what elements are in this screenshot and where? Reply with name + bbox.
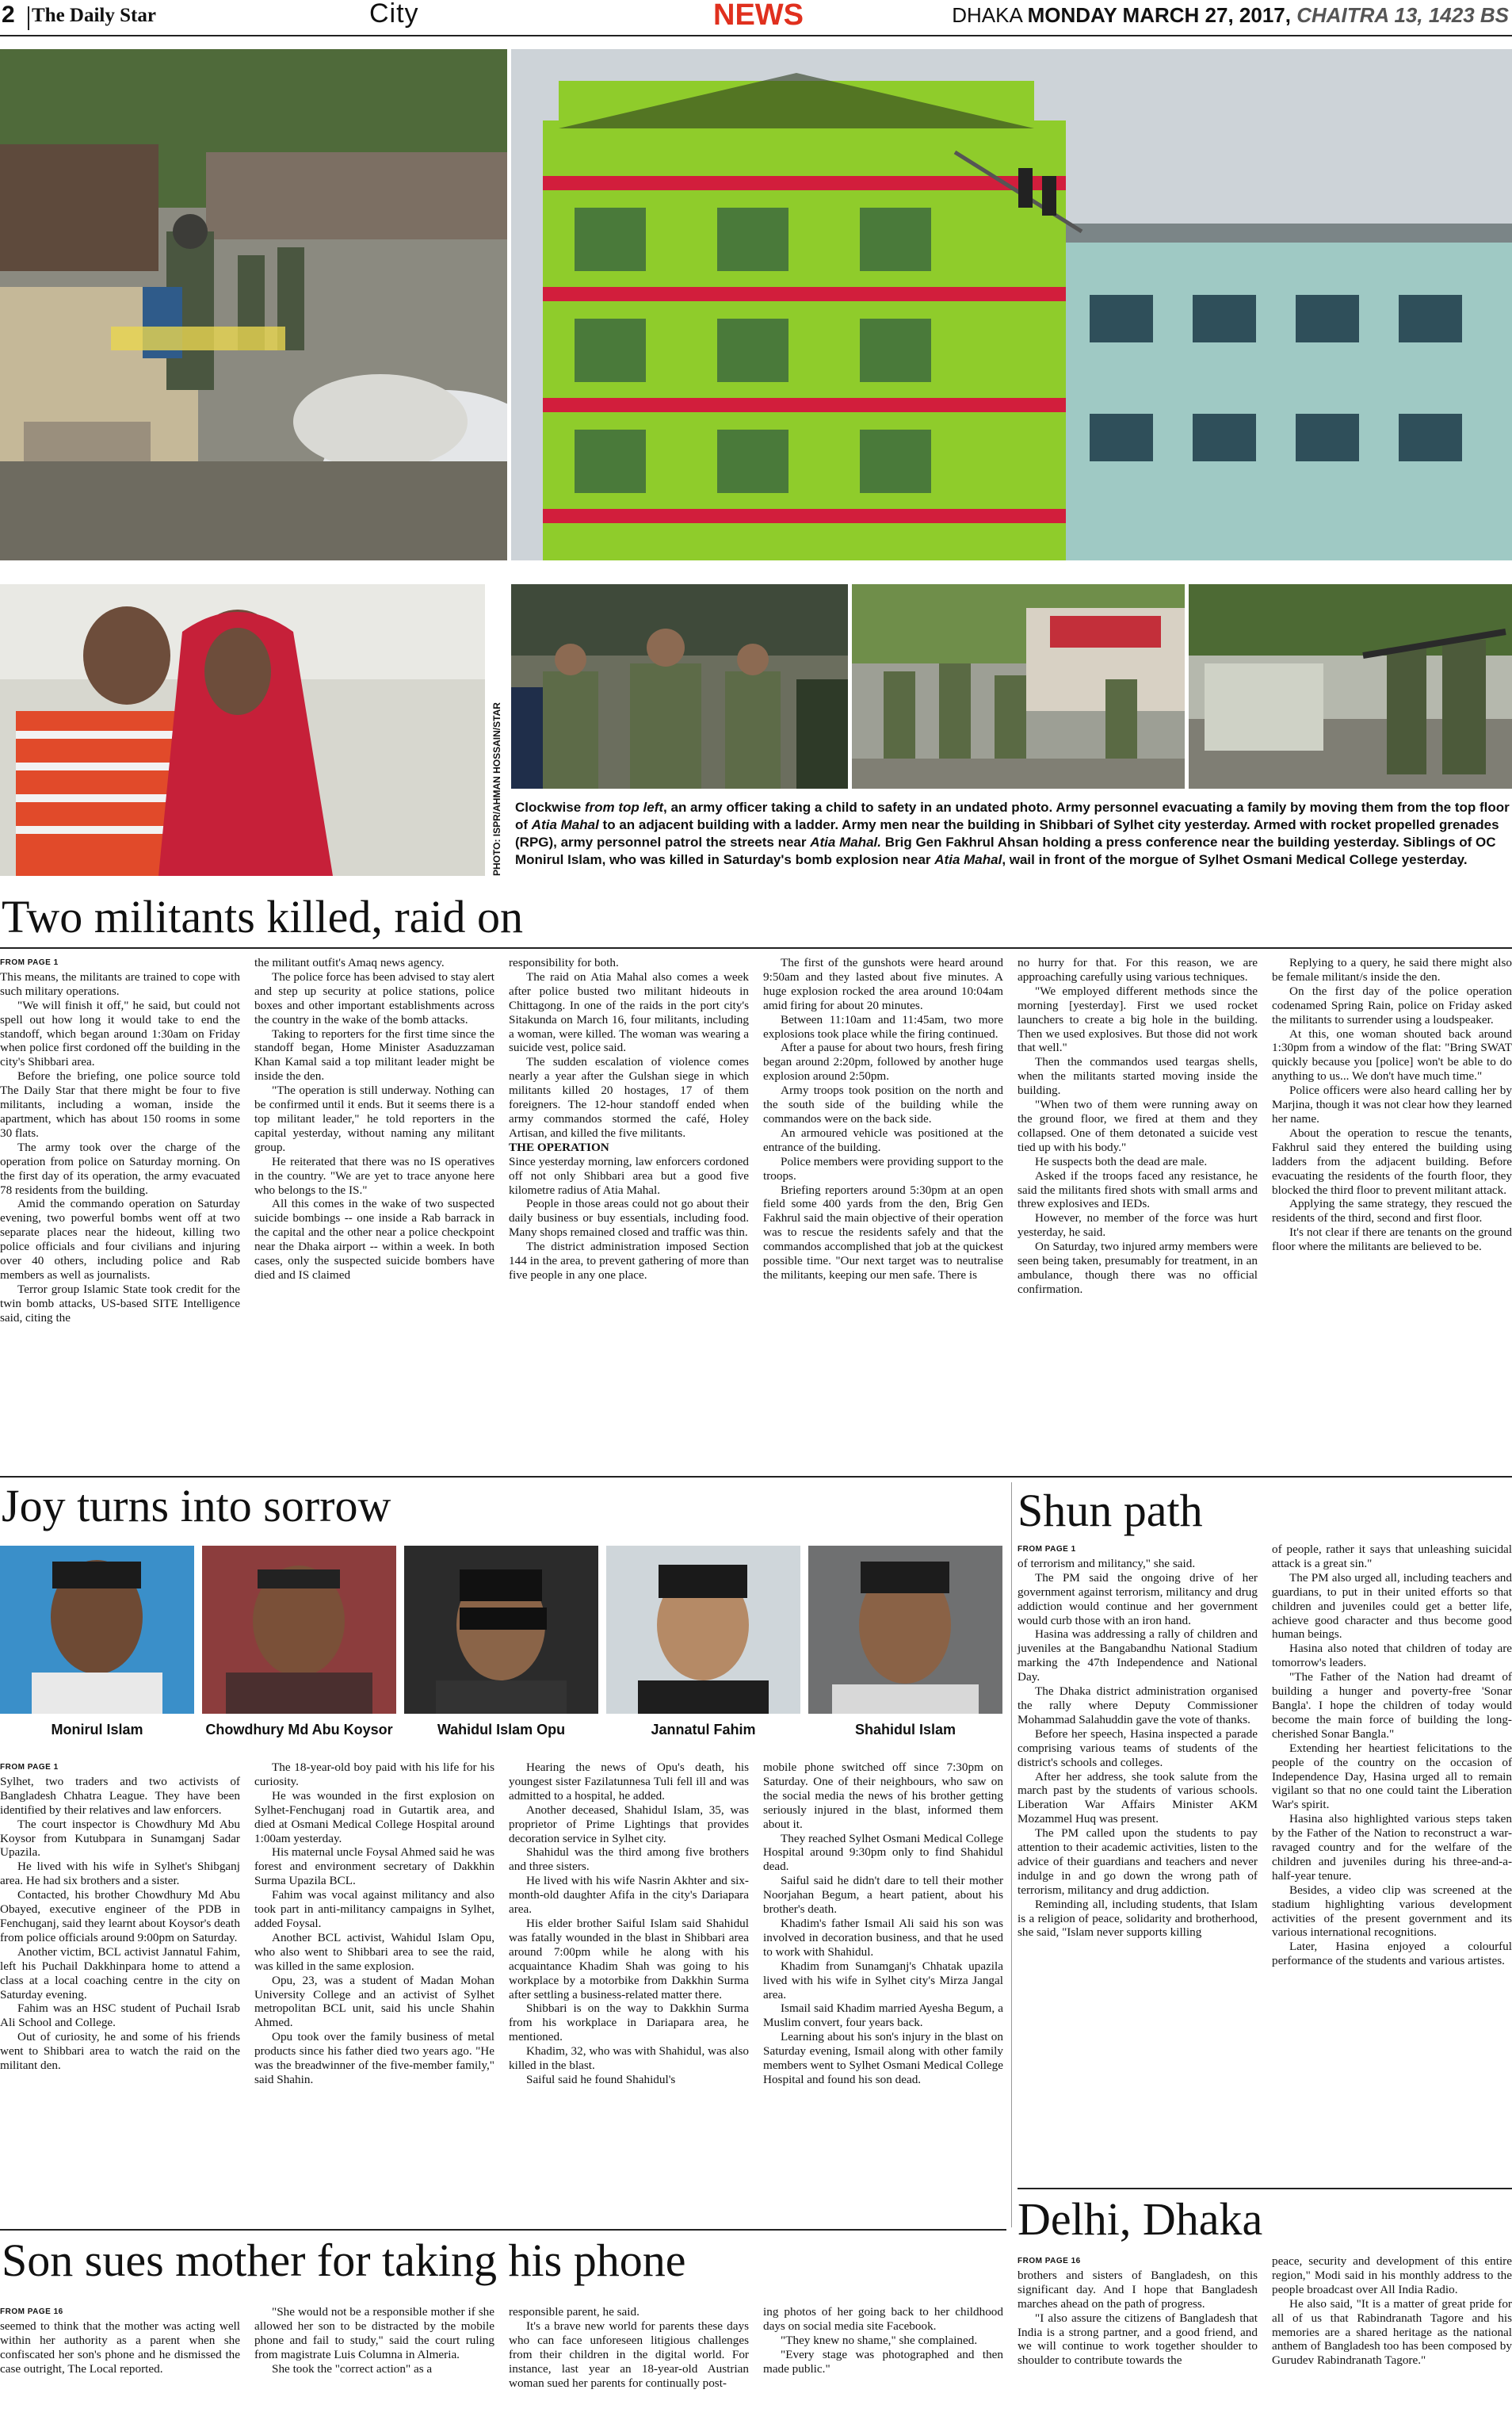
paragraph: Amid the commando operation on Saturday evening, two powerful bombs went off at two separate places near the hideout, killing two police officials and four civilians and injuring over 40 others, including police and Rab members as well as journalists. <box>0 1197 240 1282</box>
paragraph: Then the commandos used teargas shells, when the militants started moving inside the building. <box>1018 1055 1258 1098</box>
paragraph: Before her speech, Hasina inspected a parade comprising various teams of students of the district's schools and colleges. <box>1018 1726 1258 1769</box>
paragraph: Extending her heartiest felicitations to the people of the country on the occasion of Independence Day, Hasina urged all to remain vigilant so that no one could taint the Liberation War's spirit. <box>1272 1741 1512 1812</box>
paragraph: She took the "correct action" as a <box>272 2361 433 2376</box>
paragraph: On the first day of the police operation codenamed Spring Rain, police on Friday asked the militants to surrender using a loudspeaker. <box>1272 984 1512 1026</box>
story2-headline: Joy turns into sorrow <box>2 1480 391 1531</box>
story1-column-5 <box>1018 956 1258 1297</box>
paragraph: no hurry for that. For this reason, we are approaching carefully using various techniques. <box>1018 956 1258 984</box>
divider <box>0 1476 1512 1478</box>
paragraph: Hearing the news of Opu's death, his youngest sister Fazilatunnesa Tuli fell ill and was admitted to a hospital, he added. <box>509 1761 749 1803</box>
paragraph: "The operation is still underway. Nothing can be confirmed until it ends. But it seems there is a top militant leader," he told reporters in the capital yesterday, without naming any militant group. <box>254 1084 494 1154</box>
photo-credit: PHOTO: ISPR/AHMAN HOSSAIN/STAR <box>491 702 502 876</box>
paragraph: People in those areas could not go about their daily business or buy essentials, including food. Many shops remained closed and traffic was thin. <box>509 1197 749 1240</box>
photo-ladder-evacuation <box>511 49 1512 560</box>
divider <box>1018 2188 1512 2189</box>
story3-headline: Shun path <box>1018 1485 1203 1536</box>
paragraph: Khadim from Sunamganj's Chhatak upazila lived with his wife in Sylhet city's Mirza Jangal area. <box>763 1959 1003 2001</box>
paragraph: mobile phone switched off since 7:30pm on Saturday. One of their neighbours, who saw on the social media the news of his brother getting seriously injured in the blast, informed them about it. <box>763 1761 1003 1831</box>
paragraph: Learning about his son's injury in the blast on Saturday evening, Ismail along with other family members went to Sylhet Osmani Medical College Hospital and found his son dead. <box>763 2030 1003 2086</box>
paragraph: "We employed different methods since the morning [yesterday]. First we used rocket launchers to create a big hole in the building. Then we used explosives. But those did not work that well." <box>1018 984 1258 1055</box>
paragraph: Khadim's father Ismail Ali said his son was involved in decoration business, and that he used to work with Shahidul. <box>763 1916 1003 1959</box>
paragraph: The Dhaka district administration organised the rally where Deputy Commissioner Mohammad Salahuddin gave the vote of thanks. <box>1018 1684 1258 1726</box>
paragraph: "We will finish it off," he said, but could not spell out how long it would take to end the standoff, which began around 1:30am on Friday when police first cordoned off the building in the city's Shibbari area. <box>0 998 240 1069</box>
story5-column-2 <box>1272 2254 1512 2368</box>
story2-column-4 <box>763 1761 1003 2087</box>
from-page-label: FROM PAGE 1 <box>1018 1545 1076 1554</box>
paragraph: They reached Sylhet Osmani Medical College Hospital around 9:30pm only to find Shahidul dead. <box>763 1831 1003 1874</box>
paragraph: He was wounded in the first explosion on Sylhet-Fenchuganj road in Gutartik area, and died at Osmani Medical College Hospital around 1:00am yesterday. <box>254 1788 494 1845</box>
paragraph: Another victim, BCL activist Jannatul Fahim, left his Puchail Dakkhinpara home to attend a class at a local coaching centre in the city on Saturday evening. <box>0 1944 240 2001</box>
paragraph: Another BCL activist, Wahidul Islam Opu, who also went to Shibbari area to see the raid, was killed in the same explosion. <box>254 1930 494 1973</box>
paragraph: Before the briefing, one police source told The Daily Star that there might be four to five militants, including a woman, inside the apartment, which has about 150 rooms in some 30 flats. <box>0 1069 240 1140</box>
paragraph: the militant outfit's Amaq news agency. <box>254 956 445 969</box>
paragraph: It's a brave new world for parents these days who can face unforeseen litigious challenges from their children in the digital world. For instance, last year an 18-year-old Austrian woman sued her parents for continually post- <box>509 2319 749 2390</box>
paragraph: "They knew no shame," she complained. <box>781 2333 978 2347</box>
paragraph: His maternal uncle Foysal Ahmed said he was forest and environment secretary of Dakkhin Surma Upazila BCL. <box>254 1845 494 1888</box>
paragraph: The 18-year-old boy paid with his life for his curiosity. <box>254 1761 494 1788</box>
paragraph: brothers and sisters of Bangladesh, on this significant day. And I hope that Bangladesh marches ahead on the path of progress. <box>1018 2268 1258 2311</box>
paragraph: Terror group Islamic State took credit for the twin bomb attacks, US-based SITE Intelligence said, citing the <box>0 1282 240 1325</box>
portrait-name: Wahidul Islam Opu <box>437 1722 566 1738</box>
story3-column-1 <box>1018 1543 1258 1940</box>
portrait-name: Jannatul Fahim <box>651 1722 756 1738</box>
paragraph: Besides, a video clip was screened at the stadium highlighting various development activities of the present government and its various international recognitions. <box>1272 1883 1512 1940</box>
paragraph: The PM called upon the students to pay attention to their academic activities, listen to the advice of their guardians and teachers and never indulge in and go down the wrong path of terrorism, militancy and drug addiction. <box>1018 1826 1258 1897</box>
story2-column-3 <box>509 1761 749 2087</box>
story4-column-2 <box>254 2305 494 2376</box>
paragraph: This means, the militants are trained to cope with such military operations. <box>0 969 240 998</box>
portrait-name: Monirul Islam <box>51 1722 143 1738</box>
paragraph: Hasina was addressing a rally of children and juveniles at the Bangabandhu National Stadium marking the 47th Independence and National Day. <box>1018 1627 1258 1684</box>
paragraph: Applying the same strategy, they rescued the residents of the third, second and first floor. <box>1272 1197 1512 1225</box>
portrait-shahidul-islam <box>808 1546 1002 1714</box>
category-label: NEWS <box>713 0 804 32</box>
from-page-label: FROM PAGE 1 <box>0 1763 59 1772</box>
paragraph: The sudden escalation of violence comes nearly a year after the Gulshan siege in which militants killed 20 hostages, 17 of them foreigners. The 12-hour standoff ended when army commandos stormed the café, Holey Artisan, and killed the five militants. <box>509 1055 749 1140</box>
photo-officer-with-child <box>0 49 507 560</box>
paragraph: However, no member of the force was hurt yesterday, he said. <box>1018 1211 1258 1240</box>
paragraph: Later, Hasina enjoyed a colourful performance of the students and various artistes. <box>1272 1940 1512 1968</box>
paragraph: The first of the gunshots were heard around 9:50am and they lasted about five minutes. A huge explosion rocked the area around 10:04am amid firing for about 20 minutes. <box>763 956 1003 1012</box>
portrait-wahidul-islam-opu <box>404 1546 598 1714</box>
paragraph: of people, rather it says that unleashing suicidal attack is a great sin." <box>1272 1543 1512 1570</box>
portrait-jannatul-fahim <box>606 1546 800 1714</box>
paragraph: His elder brother Saiful Islam said Shahidul was fatally wounded in the blast in Shibbari area around 7:00pm while he along with his acquaintance Khadim Shah was going to his workplace by a motorbike from Dakkhin Surma after settling a business-related matter there. <box>509 1916 749 2001</box>
paragraph: of terrorism and militancy," she said. <box>1018 1556 1196 1570</box>
paragraph: Hasina also highlighted various steps taken by the Father of the Nation to reconstruct a war-ravaged country and for the welfare of the children and juveniles during his three-and-a-half-year tenure. <box>1272 1812 1512 1883</box>
paragraph: "The Father of the Nation had dreamt of building a hunger and poverty-free 'Sonar Bangla'. I hope the children of today would become the main force of building the long-cherished Sonar Bangla." <box>1272 1670 1512 1741</box>
paragraph: "I also assure the citizens of Bangladesh that India is a strong partner, and a good friend, and we will continue to work together shoulder to shoulder to contribute towards the <box>1018 2311 1258 2368</box>
story4-column-1 <box>0 2305 240 2376</box>
from-page-label: FROM PAGE 1 <box>0 958 59 967</box>
from-page-label: FROM PAGE 16 <box>1018 2257 1081 2265</box>
paper-name: The Daily Star <box>32 5 156 26</box>
paragraph: He also said, "It is a matter of great pride for all of us that Rabindranath Tagore and his memories are a shared heritage as the national anthem of Bangladesh too has been composed by Gurudev Rabindranath Tagore." <box>1272 2296 1512 2368</box>
masthead-divider <box>28 6 29 30</box>
masthead <box>0 0 1512 36</box>
paragraph: He lived with his wife Nasrin Akhter and six-month-old daughter Afifa in the city's Dariapara area. <box>509 1874 749 1917</box>
paragraph: Ismail said Khadim married Ayesha Begum, a Muslim convert, four years back. <box>763 2001 1003 2030</box>
story5-headline: Delhi, Dhaka <box>1018 2193 1263 2245</box>
paragraph: He lived with his wife in Sylhet's Shibganj area. He had six brothers and a sister. <box>0 1860 240 1888</box>
paragraph: responsibility for both. <box>509 956 619 969</box>
paragraph: Shibbari is on the way to Dakkhin Surma from his workplace in Dariapara area, he mentioned. <box>509 2001 749 2044</box>
portrait-monirul-islam <box>0 1546 194 1714</box>
story5-column-1 <box>1018 2254 1258 2368</box>
paragraph: Replying to a query, he said there might also be female militant/s inside the den. <box>1272 956 1512 984</box>
portrait-chowdhury-md-abu-koysor <box>202 1546 396 1714</box>
paragraph: Hasina also noted that children of today are tomorrow's leaders. <box>1272 1642 1512 1670</box>
story3-column-2 <box>1272 1543 1512 1968</box>
paragraph: Since yesterday morning, law enforcers cordoned off not only Shibbari area but a good five kilometre radius of Atia Mahal. <box>509 1154 749 1197</box>
subheading: THE OPERATION <box>509 1140 609 1154</box>
paragraph: ing photos of her going back to her childhood days on social media site Facebook. <box>763 2305 1003 2333</box>
paragraph: Another deceased, Shahidul Islam, 35, was proprietor of Prime Lightings that provides decoration service in Sylhet city. <box>509 1803 749 1845</box>
paragraph: The court inspector is Chowdhury Md Abu Koysor from Kutubpara in Sunamganj Sadar Upazila. <box>0 1817 240 1860</box>
portrait-name: Shahidul Islam <box>854 1722 956 1738</box>
paragraph: "When two of them were running away on the ground floor, we fired at them and they collapsed. One of them detonated a suicide vest tied up with his body." <box>1018 1098 1258 1154</box>
story1-column-2 <box>254 956 494 1283</box>
paragraph: Khadim, 32, who was with Shahidul, was also killed in the blast. <box>509 2044 749 2073</box>
photo-rpg-patrol <box>1189 584 1512 789</box>
page-number: 2 <box>2 2 15 28</box>
paragraph: An armoured vehicle was positioned at the entrance of the building. <box>763 1126 1003 1154</box>
paragraph: The district administration imposed Section 144 in the area, to prevent gathering of more than five people in any one place. <box>509 1240 749 1282</box>
paragraph: Briefing reporters around 5:30pm at an open field some 400 yards from the den, Brig Gen Fakhrul said the main objective of their operation was to rescue the residents safely and that the commandos accomplished that job at the quickest possible time. "Our next target was to neutralise the militants, keeping our men safe. There is <box>763 1183 1003 1282</box>
photo-press-conference <box>511 584 848 789</box>
paragraph: Between 11:10am and 11:45am, two more explosions took place while the firing continued. <box>763 1012 1003 1041</box>
paragraph: peace, security and development of this entire region," Modi said in his monthly address to the people broadcast over All India Radio. <box>1272 2254 1512 2296</box>
story1-column-4 <box>763 956 1003 1283</box>
paragraph: Opu took over the family business of metal products since his father died two years ago. "He was the breadwinner of the five-member family," said Shahin. <box>254 2030 494 2086</box>
paragraph: "Every stage was photographed and then made public." <box>763 2347 1003 2376</box>
paragraph: After her address, she took salute from the march past by the students of various schools. Liberation War Affairs Minister AKM Mozammel Huq was present. <box>1018 1769 1258 1826</box>
story2-column-1 <box>0 1761 240 2073</box>
story4-headline: Son sues mother for taking his phone <box>2 2235 686 2286</box>
paragraph: Opu, 23, was a student of Madan Mohan University College and an activist of Sylhet metropolitan BCL unit, said his uncle Shahin Ahmed. <box>254 1973 494 2030</box>
photo-siblings-wailing <box>0 584 485 876</box>
paragraph: It's not clear if there are tenants on the ground floor where the militants are believed to be. <box>1272 1225 1512 1254</box>
paragraph: Sylhet, two traders and two activists of Bangladesh Chhatra League. They have been identified by their relatives and law enforcers. <box>0 1774 240 1817</box>
paragraph: All this comes in the wake of two suspected suicide bombings -- one inside a Rab barrack in the capital and the other near a police checkpoint near the Dhaka airport -- within a week. In both cases, only the suspected suicide bombers have died and IS claimed <box>254 1197 494 1282</box>
paragraph: "She would not be a responsible mother if she allowed her son to be distracted by the mobile phone and fail to study," said the court ruling from magistrate Luis Columna in Almeria. <box>254 2305 494 2361</box>
paragraph: On Saturday, two injured army members were seen being taken, presumably for treatment, in an ambulance, though there was no official confirmation. <box>1018 1240 1258 1296</box>
paragraph: Reminding all, including students, that Islam is a religion of peace, solidarity and brotherhood, she said, "Islam never supports killing <box>1018 1897 1258 1940</box>
divider <box>0 2229 1006 2231</box>
issue-date: DHAKA MONDAY MARCH 27, 2017, CHAITRA 13, 1423 BS <box>952 3 1509 27</box>
paragraph: Asked if the troops faced any resistance, he said the militants fired shots with small arms and threw explosives and IEDs. <box>1018 1168 1258 1211</box>
photo-army-near-building <box>852 584 1185 789</box>
paragraph: Taking to reporters for the first time since the standoff began, Home Minister Asaduzzaman Khan Kamal said a top militant leader might be inside the den. <box>254 1026 494 1084</box>
story1-column-3 <box>509 956 749 1283</box>
story4-column-4 <box>763 2305 1003 2376</box>
paragraph: The army took over the charge of the operation from police on Saturday morning. On the first day of its operation, the army evacuated 78 residents from the building. <box>0 1140 240 1197</box>
story1-headline: Two militants killed, raid on <box>2 891 524 942</box>
paragraph: He suspects both the dead are male. <box>1035 1154 1208 1168</box>
paragraph: Police officers were also heard calling her by Marjina, though it was not clear how they learned her name. <box>1272 1084 1512 1126</box>
paragraph: Shahidul was the third among five brothers and three sisters. <box>509 1845 749 1874</box>
paragraph: About the operation to rescue the tenants, Fakhrul said they entered the building using ladders from the adjacent building. Before evacuating the residents of the fourth floor, they blocked the third floor to prevent militant attack. <box>1272 1126 1512 1197</box>
paragraph: Saiful said he found Shahidul's <box>526 2072 676 2086</box>
story2-column-2 <box>254 1761 494 2087</box>
paragraph: The raid on Atia Mahal also comes a week after police busted two militant hideouts in Chittagong. In one of the raids in the port city's Sitakunda on March 16, four militants, including a woman, were killed. The woman was wearing a suicide vest, police said. <box>509 969 749 1055</box>
photo-caption: Clockwise from top left, an army officer taking a child to safety in an undated photo. Army personnel evacuating a family by moving them from the top floor of Atia Mahal to an adjacent building with a ladder. Army men near the building in Shibbari of Sylhet city yesterday. Armed with rocket propelled grenades (RPG), army personnel patrol the streets near Atia Mahal. Brig Gen Fakhrul Ahsan holding a press conference near the building yesterday. Siblings of OC Monirul Islam, who was killed in Saturday's bomb explosion near Atia Mahal, wail in front of the morgue of Sylhet Osmani Medical College yesterday. <box>515 800 1510 867</box>
paragraph: Army troops took position on the north and the south side of the building while the commandos were on the back side. <box>763 1084 1003 1126</box>
paragraph: responsible parent, he said. <box>509 2305 640 2319</box>
story4-column-3 <box>509 2305 749 2390</box>
paragraph: Contacted, his brother Chowdhury Md Abu Obayed, executive engineer of the PDB in Fenchuganj, said they learnt about Koysor's death from police officials around 9:00pm on Saturday. <box>0 1888 240 1944</box>
from-page-label: FROM PAGE 16 <box>0 2307 63 2316</box>
portrait-name: Chowdhury Md Abu Koysor <box>205 1722 393 1738</box>
paragraph: Police members were providing support to the troops. <box>763 1154 1003 1183</box>
paragraph: The police force has been advised to stay alert and step up security at police stations, police boxes and other important establishments across the country in the wake of the bomb attacks. <box>254 969 494 1026</box>
divider <box>0 947 1512 949</box>
paragraph: The PM also urged all, including teachers and guardians, to put in their united efforts so that children and juveniles could get a better life, achieve good character and thus become good human beings. <box>1272 1570 1512 1642</box>
paragraph: Saiful said he didn't dare to tell their mother Noorjahan Begum, a heart patient, about his brother's death. <box>763 1874 1003 1917</box>
story1-column-1 <box>0 956 240 1325</box>
paragraph: Out of curiosity, he and some of his friends went to Shibbari area to watch the raid on the militant den. <box>0 2030 240 2073</box>
paragraph: Fahim was an HSC student of Puchail Israb Ali School and College. <box>0 2001 240 2030</box>
paragraph: Fahim was vocal against militancy and also took part in anti-militancy campaigns in Sylhet, added Foysal. <box>254 1888 494 1930</box>
column-divider <box>1011 1482 1012 2227</box>
section-name: City <box>369 0 419 29</box>
paragraph: At this, one woman shouted back around 1:30pm from a window of the flat: "Bring SWAT quickly because you [police] won't be able to do anything to us... We don't have much time." <box>1272 1026 1512 1084</box>
paragraph: seemed to think that the mother was acting well within her authority as a parent when she confiscated her son's phone and he dismissed the case outright, The Local reported. <box>0 2319 240 2376</box>
story1-column-6 <box>1272 956 1512 1254</box>
paragraph: The PM said the ongoing drive of her government against terrorism, militancy and drug addiction would continue and her government would curb those with an iron hand. <box>1018 1570 1258 1627</box>
paragraph: After a pause for about two hours, fresh firing began around 2:20pm, followed by another huge explosion around 2:50pm. <box>763 1041 1003 1084</box>
paragraph: He reiterated that there was no IS operatives in the country. "We are yet to trace anyone here who belongs to the IS." <box>254 1154 494 1197</box>
